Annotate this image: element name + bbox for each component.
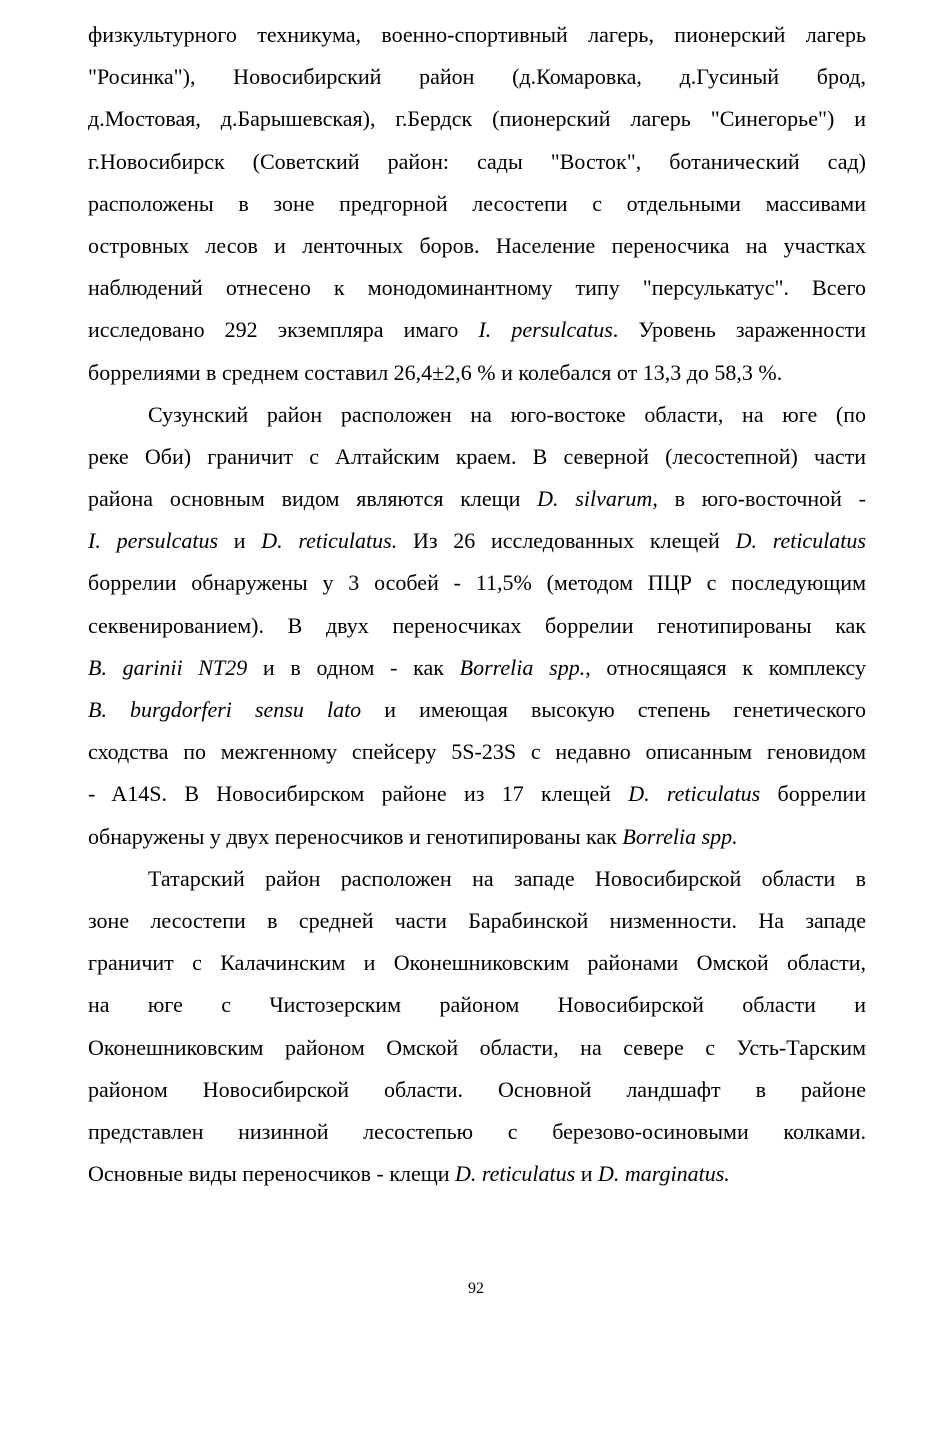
text-segment: боррелии	[760, 781, 866, 807]
text-segment: Из 26 исследованных клещей	[397, 528, 736, 554]
text-segment: - A14S. В Новосибирском районе из 17 клещей	[88, 781, 629, 807]
text-segment: обнаружены у двух переносчиков и генотипированы как	[88, 823, 623, 849]
text-line	[88, 900, 866, 942]
italic-term: Borrelia spp.	[459, 654, 586, 680]
text-line	[88, 394, 866, 436]
text-segment: секвенированием). В двух переносчиках боррелии генотипированы как	[88, 612, 866, 638]
text-line	[88, 56, 866, 98]
text-line	[88, 141, 866, 183]
text-segment: физкультурного техникума, военно-спортивный лагерь, пионерский лагерь	[88, 22, 866, 47]
text-line	[88, 520, 866, 562]
italic-term: Borrelia spp.	[622, 823, 738, 849]
text-line	[88, 309, 866, 351]
text-line	[88, 689, 866, 731]
italic-term: B. burgdorferi sensu lato	[88, 697, 362, 722]
text-segment: реке Оби) граничит с Алтайским краем. В северной (лесостепной) части	[88, 443, 866, 469]
text-line	[88, 1069, 866, 1111]
text-line	[88, 98, 866, 140]
text-line	[88, 942, 866, 984]
italic-term: B. garinii NT29	[88, 654, 248, 680]
text-segment: боррелии обнаружены у 3 особей - 11,5% (методом ПЦР с последующим	[88, 570, 866, 596]
text-segment: д.Мостовая, д.Барышевская), г.Бердск (пионерский лагерь "Синегорье") и	[88, 106, 866, 132]
text-line	[88, 731, 866, 773]
text-line	[88, 436, 866, 478]
italic-term: D. reticulatus	[628, 781, 761, 807]
text-segment: сходства по межгенному спейсеру 5S-23S с недавно описанным геновидом	[88, 739, 866, 765]
text-line	[88, 183, 866, 225]
italic-term: D. reticulatus	[455, 1161, 576, 1187]
paragraph	[88, 858, 866, 1196]
text-line	[88, 14, 866, 56]
text-segment: наблюдений отнесено к монодоминантному типу "персулькатус". Всего	[88, 275, 866, 301]
text-line	[88, 1111, 866, 1153]
text-segment: боррелиями в среднем составил 26,4±2,6 % и колебался от 13,3 до 58,3 %.	[88, 359, 783, 385]
text-segment: г.Новосибирск (Советский район: сады "Восток", ботанический сад)	[88, 148, 866, 174]
text-segment: граничит с Калачинским и Оконешниковским районами Омской области,	[88, 950, 866, 976]
text-segment: и в одном - как	[247, 654, 460, 680]
text-segment: зоне лесостепи в средней части Барабинской низменности. На западе	[88, 907, 866, 933]
text-segment: района основным видом являются клещи	[88, 486, 538, 512]
text-line	[88, 1027, 866, 1069]
italic-term: D. reticulatus	[735, 528, 866, 554]
text-line	[88, 984, 866, 1026]
italic-term: D. marginatus.	[597, 1161, 730, 1187]
text-line	[88, 1153, 866, 1195]
italic-term: D. reticulatus.	[261, 528, 398, 554]
text-segment: и	[575, 1161, 598, 1187]
italic-term: I. persulcatus	[478, 317, 613, 343]
text-segment: Сузунский район расположен на юго-востоке области, на юге (по	[148, 401, 866, 427]
text-line	[88, 352, 866, 394]
text-line	[88, 647, 866, 689]
text-segment: "Росинка"), Новосибирский район (д.Комаровка, д.Гусиный брод,	[88, 64, 866, 90]
italic-term: D. silvarum	[537, 486, 653, 512]
text-line	[88, 225, 866, 267]
text-segment: . Уровень зараженности	[612, 317, 867, 343]
text-line	[88, 816, 866, 858]
text-segment: расположены в зоне предгорной лесостепи с отдельными массивами	[88, 190, 866, 216]
text-line	[88, 562, 866, 604]
text-segment: и имеющая высокую степень генетического	[361, 697, 866, 722]
paragraph	[88, 394, 866, 858]
text-line	[88, 267, 866, 309]
text-line	[88, 858, 866, 900]
italic-term: I. persulcatus	[88, 528, 219, 554]
body-text	[88, 14, 866, 1195]
text-segment: исследовано 292 экземпляра имаго	[88, 317, 479, 343]
text-line	[88, 773, 866, 815]
text-line	[88, 605, 866, 647]
text-line	[88, 478, 866, 520]
text-segment: представлен низинной лесостепью с березово-осиновыми колками.	[88, 1118, 866, 1144]
text-segment: Основные виды переносчиков - клещи	[88, 1161, 455, 1187]
text-segment: и	[218, 528, 262, 554]
text-segment: на юге с Чистозерским районом Новосибирской области и	[88, 992, 866, 1018]
text-segment: районом Новосибирской области. Основной ландшафт в районе	[88, 1076, 866, 1102]
page-number: 92	[468, 1280, 484, 1297]
text-segment: Оконешниковским районом Омской области, на севере с Усть-Тарским	[88, 1034, 866, 1060]
text-segment: , в юго-восточной -	[652, 486, 867, 512]
text-segment: островных лесов и ленточных боров. Население переносчика на участках	[88, 232, 866, 258]
text-segment: Татарский район расположен на западе Новосибирской области в	[148, 865, 866, 891]
paragraph	[88, 14, 866, 394]
text-segment: , относящаяся к комплексу	[585, 654, 867, 680]
